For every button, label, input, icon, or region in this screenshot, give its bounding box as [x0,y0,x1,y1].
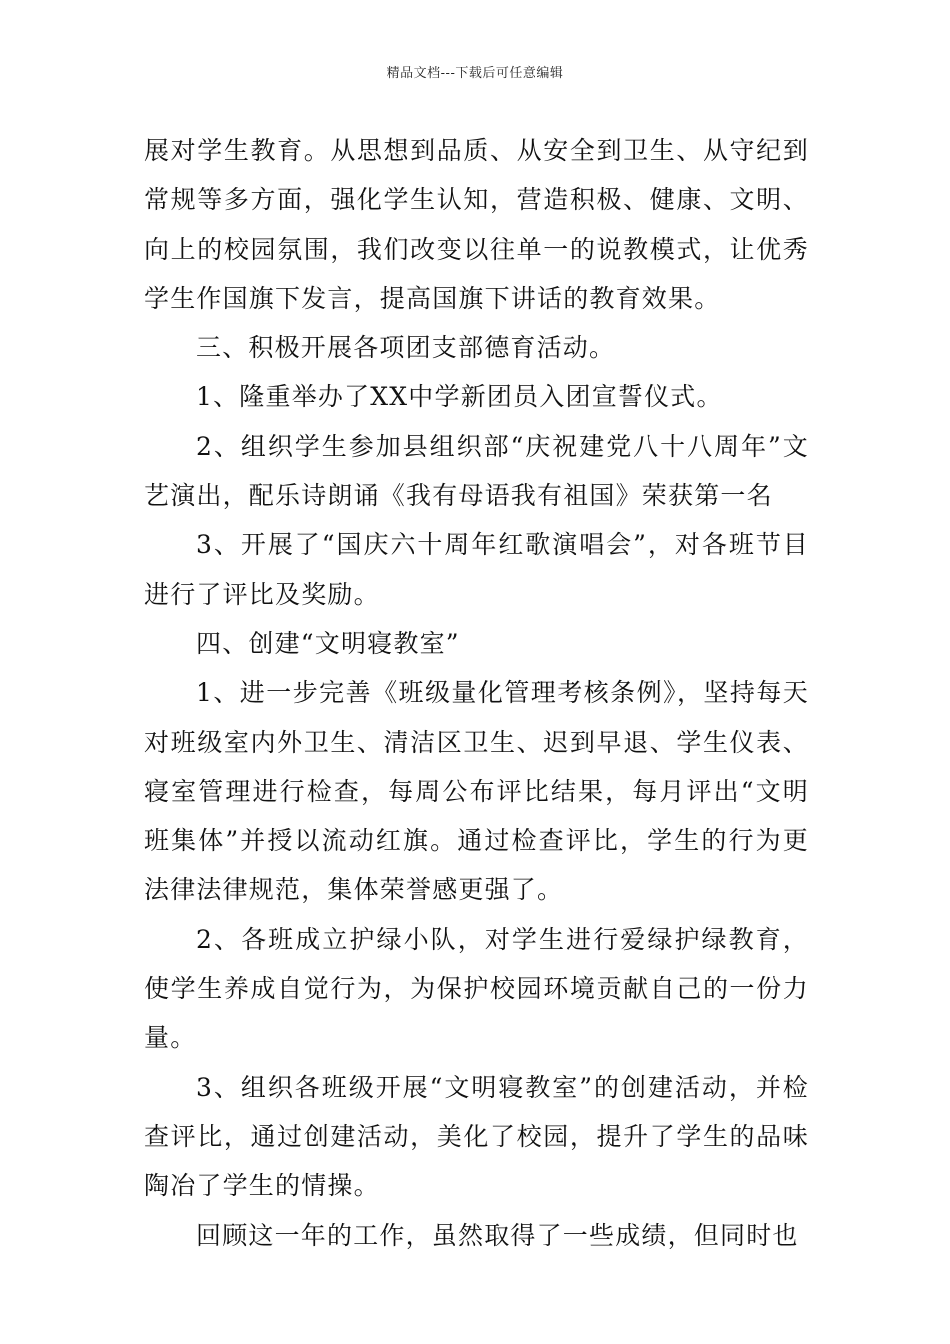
list-item-4-2: 2、各班成立护绿小队，对学生进行爱绿护绿教育，使学生养成自觉行为，为保护校园环境贡献自己的一份力量。 [144,924,809,1053]
list-item-3-3: 3、开展了“国庆六十周年红歌演唱会”，对各班节目进行了评比及奖励。 [144,530,809,609]
paragraph-continuation: 展对学生教育。从思想到品质、从安全到卫生、从守纪到常规等多方面，强化学生认知，营造积极、健康、文明、向上的校园氛围，我们改变以往单一的说教模式，让优秀学生作国旗下发言，提高国旗下讲话的教育效果。 [144,136,809,313]
list-item-4-3: 3、组织各班级开展“文明寝教室”的创建活动，并检查评比，通过创建活动，美化了校园，提升了学生的品味陶冶了学生的情操。 [144,1072,809,1201]
list-item-4-1: 1、进一步完善《班级量化管理考核条例》，坚持每天对班级室内外卫生、清洁区卫生、迟到早退、学生仪表、寝室管理进行检查，每周公布评比结果，每月评出“文明班集体”并授以流动红旗。通过检查评比，学生的行为更法律法律规范，集体荣誉感更强了。 [144,678,809,905]
document-body [144,126,809,1260]
section-heading-3: 三、积极开展各项团支部德育活动。 [196,333,616,363]
section-heading-4: 四、创建“文明寝教室” [196,628,460,658]
list-item-3-2: 2、组织学生参加县组织部“庆祝建党八十八周年”文艺演出，配乐诗朗诵《我有母语我有祖国》荣获第一名 [144,431,809,511]
list-item-3-1: 1、隆重举办了XX中学新团员入团宣誓仪式。 [196,382,723,412]
paragraph-review: 回顾这一年的工作，虽然取得了一些成绩，但同时也 [196,1220,799,1250]
page-header: 精品文档---下载后可任意编辑 [386,66,564,81]
